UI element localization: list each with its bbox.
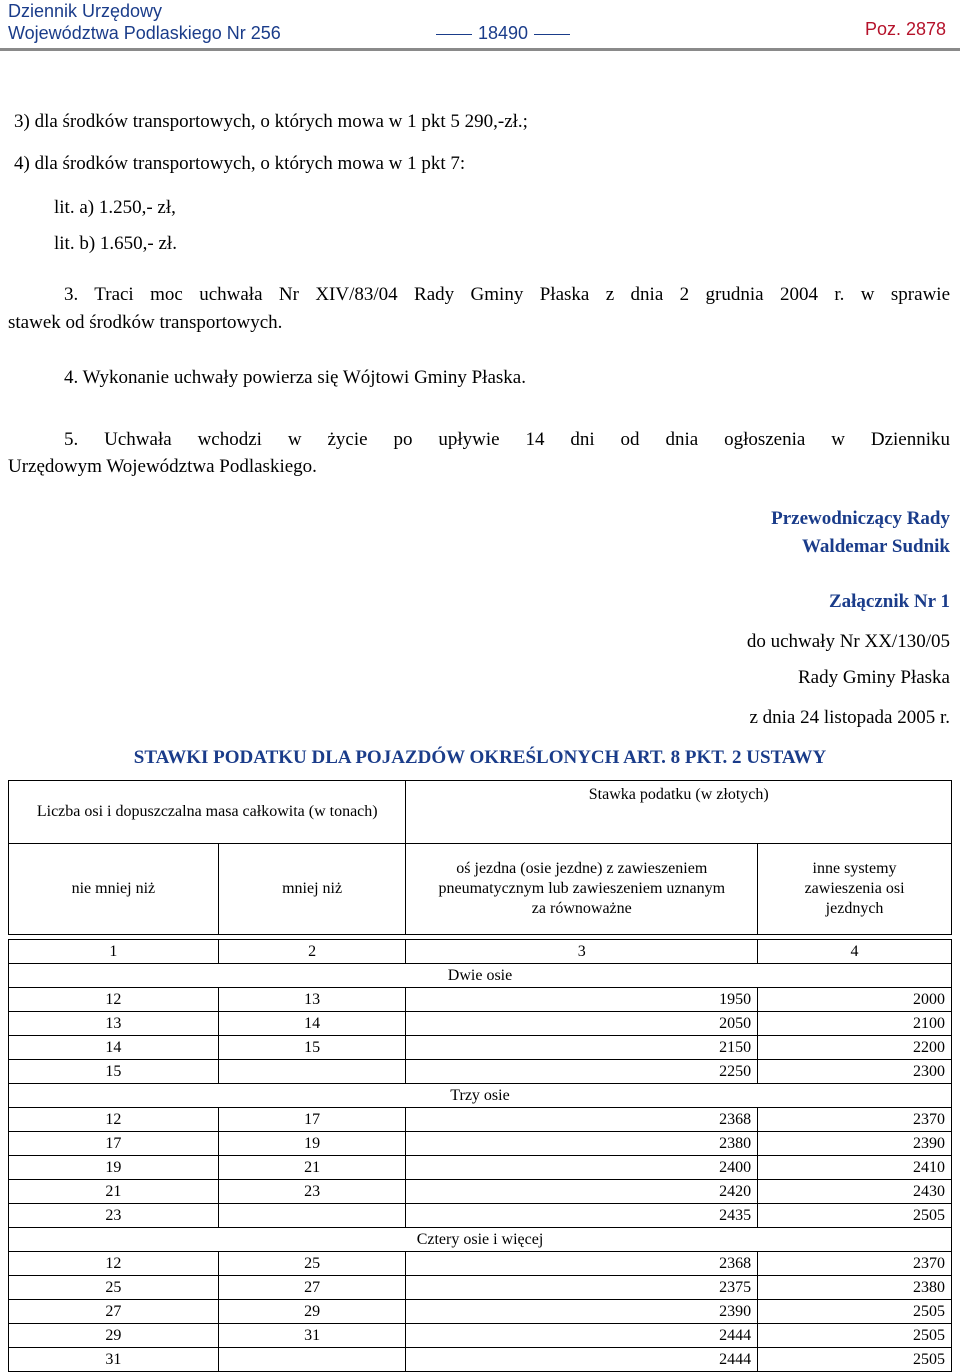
- cell-min: 12: [9, 1252, 219, 1276]
- annex-line-2: Rady Gminy Płaska: [798, 667, 950, 688]
- rule-right: [534, 34, 570, 35]
- annex-line-1: do uchwały Nr XX/130/05: [746, 631, 950, 652]
- cell-rate-other: 2300: [758, 1060, 952, 1084]
- paragraph-5-line-1: 5. Uchwała wchodzi w życie po upływie 14 dni od dnia ogłoszenia w Dzienniku: [64, 429, 950, 450]
- header-axles-mass: Liczba osi i dopuszczalna masa całkowita (w tonach): [9, 781, 406, 844]
- cell-min: 17: [9, 1132, 219, 1156]
- cell-min: 29: [9, 1324, 219, 1348]
- table-row: [9, 1132, 952, 1156]
- table-row: [9, 1276, 952, 1300]
- header-divider: [0, 48, 960, 51]
- item-3: 3) dla środków transportowych, o których mowa w 1 pkt 5 290,-zł.;: [14, 111, 528, 132]
- lit-a: lit. a) 1.250,- zł,: [54, 197, 176, 218]
- cell-min: 12: [9, 988, 219, 1012]
- item-4: 4) dla środków transportowych, o których mowa w 1 pkt 7:: [14, 153, 466, 174]
- cell-max: 25: [218, 1252, 406, 1276]
- table-body: [9, 781, 952, 1372]
- cell-max: 19: [218, 1132, 406, 1156]
- col-number-4: 4: [758, 940, 952, 964]
- paragraph-5-line-2: Urzędowym Województwa Podlaskiego.: [8, 456, 317, 477]
- cell-rate-pneumatic: 2375: [406, 1276, 758, 1300]
- annex-line-3: z dnia 24 listopada 2005 r.: [749, 707, 950, 728]
- cell-rate-pneumatic: 2400: [406, 1156, 758, 1180]
- table-row: [9, 1156, 952, 1180]
- group-label: Cztery osie i więcej: [9, 1228, 952, 1252]
- cell-rate-pneumatic: 2444: [406, 1324, 758, 1348]
- cell-rate-pneumatic: 2368: [406, 1108, 758, 1132]
- annex-title: Załącznik Nr 1: [828, 591, 950, 612]
- group-row: [9, 964, 952, 988]
- col-number-1: 1: [9, 940, 219, 964]
- cell-max: 17: [218, 1108, 406, 1132]
- tax-rates-table: [8, 780, 952, 1372]
- cell-rate-pneumatic: 1950: [406, 988, 758, 1012]
- cell-rate-other: 2370: [758, 1252, 952, 1276]
- header-tax-rate: Stawka podatku (w złotych): [406, 781, 952, 844]
- table-row: [9, 1060, 952, 1084]
- group-row: [9, 1084, 952, 1108]
- cell-rate-pneumatic: 2390: [406, 1300, 758, 1324]
- col-number-2: 2: [218, 940, 406, 964]
- cell-rate-pneumatic: 2150: [406, 1036, 758, 1060]
- table-row: [9, 1180, 952, 1204]
- group-label: Trzy osie: [9, 1084, 952, 1108]
- header-max: mniej niż: [218, 844, 406, 935]
- cell-min: 13: [9, 1012, 219, 1036]
- cell-min: 23: [9, 1204, 219, 1228]
- cell-min: 12: [9, 1108, 219, 1132]
- cell-rate-pneumatic: 2368: [406, 1252, 758, 1276]
- cell-max: [218, 1348, 406, 1372]
- group-label: Dwie osie: [9, 964, 952, 988]
- page-header: [0, 0, 960, 50]
- cell-max: 14: [218, 1012, 406, 1036]
- cell-min: 25: [9, 1276, 219, 1300]
- cell-max: 21: [218, 1156, 406, 1180]
- cell-max: [218, 1060, 406, 1084]
- col-number-3: 3: [406, 940, 758, 964]
- cell-max: 27: [218, 1276, 406, 1300]
- table-header-row-2: [9, 844, 952, 935]
- page-number-text: 18490: [478, 23, 529, 43]
- cell-rate-other: 2505: [758, 1348, 952, 1372]
- table-row: [9, 1108, 952, 1132]
- journal-name: Dziennik Urzędowy: [8, 1, 163, 21]
- cell-min: 27: [9, 1300, 219, 1324]
- cell-rate-other: 2505: [758, 1300, 952, 1324]
- table-row: [9, 1348, 952, 1372]
- table-row: [9, 1036, 952, 1060]
- paragraph-4: 4. Wykonanie uchwały powierza się Wójtowi Gminy Płaska.: [64, 367, 526, 388]
- cell-rate-pneumatic: 2050: [406, 1012, 758, 1036]
- cell-min: 21: [9, 1180, 219, 1204]
- header-pneumatic: oś jezdna (osie jezdne) z zawieszeniem pneumatycznym lub zawieszeniem uznanym za równoważne: [406, 844, 758, 935]
- paragraph-3-line-1: 3. Traci moc uchwała Nr XIV/83/04 Rady Gminy Płaska z dnia 2 grudnia 2004 r. w sprawie: [64, 284, 950, 305]
- table-row: [9, 1252, 952, 1276]
- cell-min: 14: [9, 1036, 219, 1060]
- position-number: Poz. 2878: [864, 19, 946, 39]
- cell-rate-pneumatic: 2380: [406, 1132, 758, 1156]
- cell-max: 23: [218, 1180, 406, 1204]
- cell-rate-pneumatic: 2444: [406, 1348, 758, 1372]
- rule-left: [436, 34, 472, 35]
- cell-rate-other: 2390: [758, 1132, 952, 1156]
- cell-rate-pneumatic: 2435: [406, 1204, 758, 1228]
- table-title: STAWKI PODATKU DLA POJAZDÓW OKREŚLONYCH ART. 8 PKT. 2 USTAWY: [133, 747, 827, 768]
- cell-min: 31: [9, 1348, 219, 1372]
- signature-name: Waldemar Sudnik: [801, 536, 950, 557]
- table-row: [9, 1300, 952, 1324]
- journal-region-number: Województwa Podlaskiego Nr 256: [8, 23, 281, 43]
- table-header-row-1: [9, 781, 952, 844]
- column-numbers-row: [9, 940, 952, 964]
- signature-title: Przewodniczący Rady: [771, 508, 950, 529]
- cell-min: 19: [9, 1156, 219, 1180]
- header-min: nie mniej niż: [9, 844, 219, 935]
- cell-rate-other: 2370: [758, 1108, 952, 1132]
- page-number: [430, 22, 576, 44]
- cell-max: 15: [218, 1036, 406, 1060]
- cell-rate-pneumatic: 2420: [406, 1180, 758, 1204]
- cell-max: 29: [218, 1300, 406, 1324]
- cell-rate-other: 2100: [758, 1012, 952, 1036]
- lit-b: lit. b) 1.650,- zł.: [54, 233, 177, 254]
- cell-rate-other: 2505: [758, 1204, 952, 1228]
- cell-rate-other: 2000: [758, 988, 952, 1012]
- cell-rate-other: 2410: [758, 1156, 952, 1180]
- table-row: [9, 988, 952, 1012]
- paragraph-3-line-2: stawek od środków transportowych.: [8, 312, 283, 333]
- cell-rate-other: 2430: [758, 1180, 952, 1204]
- cell-max: 13: [218, 988, 406, 1012]
- table-row: [9, 1204, 952, 1228]
- header-other-systems: inne systemy zawieszenia osi jezdnych: [758, 844, 952, 935]
- cell-max: [218, 1204, 406, 1228]
- cell-rate-pneumatic: 2250: [406, 1060, 758, 1084]
- cell-rate-other: 2200: [758, 1036, 952, 1060]
- cell-rate-other: 2505: [758, 1324, 952, 1348]
- cell-min: 15: [9, 1060, 219, 1084]
- group-row: [9, 1228, 952, 1252]
- table-row: [9, 1012, 952, 1036]
- cell-max: 31: [218, 1324, 406, 1348]
- table-row: [9, 1324, 952, 1348]
- cell-rate-other: 2380: [758, 1276, 952, 1300]
